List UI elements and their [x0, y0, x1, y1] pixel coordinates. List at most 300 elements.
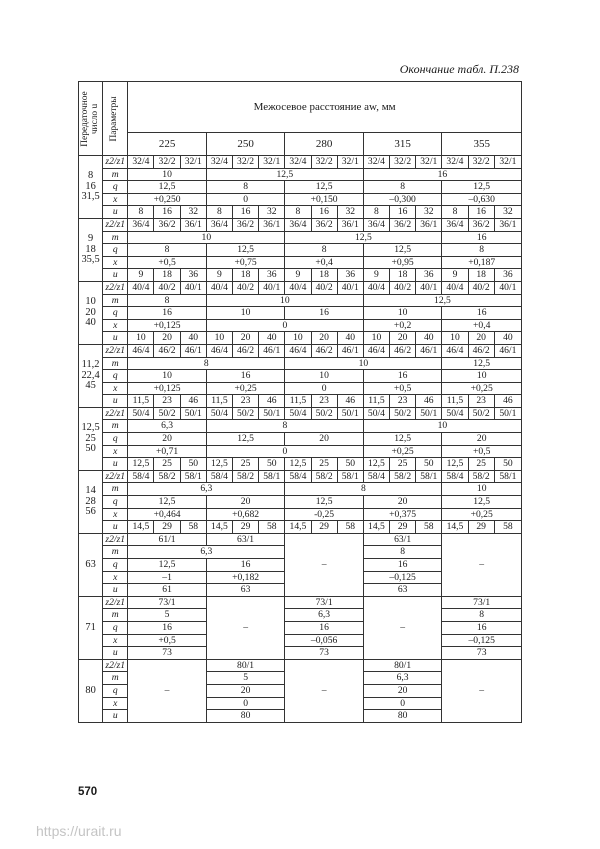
- table-cell: –1: [128, 571, 207, 584]
- parameter-cell: z2/z1: [103, 659, 128, 672]
- table-cell: +0,464: [128, 508, 207, 521]
- table-cell: 32/1: [259, 156, 285, 169]
- table-row: [79, 168, 522, 181]
- table-cell: 9: [442, 269, 468, 282]
- table-cell: 36/2: [390, 218, 416, 231]
- table-row: [79, 307, 522, 320]
- table-cell: 58/4: [206, 470, 232, 483]
- gear-ratio-cell: 14 28 56: [79, 470, 103, 533]
- table-cell: 9: [206, 269, 232, 282]
- table-row: [79, 281, 522, 294]
- table-cell: 46: [416, 395, 442, 408]
- table-cell: 20: [206, 684, 285, 697]
- table-cell: 8: [442, 206, 468, 219]
- table-cell: 12,5: [285, 231, 442, 244]
- table-cell: 8: [285, 244, 364, 257]
- parameter-cell: z2/z1: [103, 344, 128, 357]
- table-cell: 10: [128, 332, 154, 345]
- table-cell: 50/4: [363, 407, 389, 420]
- table-cell: 46/2: [154, 344, 180, 357]
- table-row: [79, 357, 522, 370]
- header-distance-cell: 315: [363, 133, 442, 156]
- table-cell: 16: [363, 168, 521, 181]
- table-cell: 36: [494, 269, 521, 282]
- table-cell: 11,5: [442, 395, 468, 408]
- table-cell: 10: [363, 332, 389, 345]
- table-cell: 10: [206, 294, 363, 307]
- table-row: [79, 596, 522, 609]
- table-cell: 25: [311, 458, 337, 471]
- parameter-cell: u: [103, 584, 128, 597]
- table-cell: 10: [206, 332, 232, 345]
- table-cell: +0,71: [128, 445, 207, 458]
- table-cell: 73/1: [285, 596, 364, 609]
- table-cell: +0,4: [442, 319, 522, 332]
- table-cell: –0,125: [363, 571, 442, 584]
- table-cell: 20: [233, 332, 259, 345]
- parameter-cell: u: [103, 647, 128, 660]
- table-cell: 8: [442, 244, 522, 257]
- table-cell: 32/2: [233, 156, 259, 169]
- table-cell: 58/4: [363, 470, 389, 483]
- table-cell: 12,5: [206, 433, 285, 446]
- table-cell: 20: [311, 332, 337, 345]
- table-cell: 8: [285, 483, 442, 496]
- table-cell: 11,5: [285, 395, 311, 408]
- table-cell: 12,5: [442, 181, 522, 194]
- table-cell: 8: [128, 294, 207, 307]
- table-cell: 46/4: [363, 344, 389, 357]
- table-cell: 18: [154, 269, 180, 282]
- table-row: [79, 433, 522, 446]
- table-cell: 40/2: [390, 281, 416, 294]
- table-cell: 14,5: [363, 521, 389, 534]
- table-cell: 40/1: [416, 281, 442, 294]
- table-row: [79, 382, 522, 395]
- table-cell: 40/1: [180, 281, 206, 294]
- header-gear-ratio-label: Передаточное число u: [79, 90, 100, 147]
- table-cell: 73: [285, 647, 364, 660]
- table-cell: 46: [259, 395, 285, 408]
- table-cell: 16: [363, 559, 442, 572]
- table-cell: +0,150: [285, 193, 364, 206]
- parameter-cell: m: [103, 609, 128, 622]
- table-cell: 11,5: [206, 395, 232, 408]
- table-cell: +0,682: [206, 508, 285, 521]
- table-cell: 20: [442, 433, 522, 446]
- header-distance-cell: 280: [285, 133, 364, 156]
- table-row: [79, 470, 522, 483]
- parameter-cell: z2/z1: [103, 156, 128, 169]
- table-cell: +0,182: [206, 571, 285, 584]
- parameter-cell: m: [103, 357, 128, 370]
- table-cell: 61/1: [128, 533, 207, 546]
- parameter-cell: z2/z1: [103, 407, 128, 420]
- table-cell: 8: [442, 609, 522, 622]
- table-cell: 32/2: [154, 156, 180, 169]
- table-cell: 16: [442, 231, 522, 244]
- table-row: [79, 496, 522, 509]
- table-cell: +0,25: [206, 382, 285, 395]
- table-cell: 36: [337, 269, 363, 282]
- parameter-cell: x: [103, 634, 128, 647]
- header-distance-cell: 355: [442, 133, 522, 156]
- table-row: [79, 344, 522, 357]
- table-cell: +0,95: [363, 256, 442, 269]
- table-cell: 58/1: [180, 470, 206, 483]
- table-cell: 73/1: [128, 596, 207, 609]
- table-row: [79, 218, 522, 231]
- table-cell: 58/4: [128, 470, 154, 483]
- parameter-cell: z2/z1: [103, 596, 128, 609]
- table-row: [79, 458, 522, 471]
- table-cell: 58/1: [337, 470, 363, 483]
- table-cell: 12,5: [442, 496, 522, 509]
- parameter-cell: m: [103, 546, 128, 559]
- parameter-cell: x: [103, 256, 128, 269]
- table-cell: 36/1: [416, 218, 442, 231]
- table-cell: 46/1: [180, 344, 206, 357]
- parameter-cell: m: [103, 420, 128, 433]
- table-row: [79, 420, 522, 433]
- table-cell: 12,5: [285, 496, 364, 509]
- table-cell: 50/1: [337, 407, 363, 420]
- table-cell: 8: [363, 546, 442, 559]
- table-cell: 58/1: [259, 470, 285, 483]
- table-cell: 50/4: [206, 407, 232, 420]
- table-cell: 9: [285, 269, 311, 282]
- parameter-cell: x: [103, 571, 128, 584]
- table-cell: –: [285, 533, 364, 596]
- table-cell: 12,5: [363, 433, 442, 446]
- table-cell: 50/4: [442, 407, 468, 420]
- table-cell: –: [363, 596, 442, 659]
- table-cell: 32/4: [128, 156, 154, 169]
- table-cell: 46: [494, 395, 521, 408]
- gear-ratio-cell: 9 18 35,5: [79, 218, 103, 281]
- table-cell: 50/1: [180, 407, 206, 420]
- table-row: [79, 332, 522, 345]
- table-cell: +0,2: [363, 319, 442, 332]
- parameter-cell: q: [103, 307, 128, 320]
- parameter-cell: x: [103, 508, 128, 521]
- table-row: [79, 609, 522, 622]
- table-cell: +0,125: [128, 319, 207, 332]
- table-row: [79, 370, 522, 383]
- table-cell: 16: [233, 206, 259, 219]
- table-cell: 40/4: [206, 281, 232, 294]
- table-cell: 12,5: [363, 294, 521, 307]
- table-cell: 40/4: [128, 281, 154, 294]
- table-cell: 40/4: [442, 281, 468, 294]
- table-cell: 32/1: [180, 156, 206, 169]
- table-cell: 5: [206, 672, 285, 685]
- table-cell: 61: [128, 584, 207, 597]
- table-cell: 40/2: [154, 281, 180, 294]
- table-cell: +0,125: [128, 382, 207, 395]
- parameter-cell: u: [103, 395, 128, 408]
- table-cell: 8: [128, 357, 285, 370]
- parameter-cell: z2/z1: [103, 218, 128, 231]
- watermark-url: https://urait.ru: [36, 823, 122, 839]
- gear-ratio-cell: 63: [79, 533, 103, 596]
- table-cell: 25: [390, 458, 416, 471]
- table-cell: 8: [128, 244, 207, 257]
- table-cell: 0: [206, 319, 363, 332]
- header-gear-ratio: [79, 82, 103, 156]
- table-cell: 58: [337, 521, 363, 534]
- table-cell: 16: [154, 206, 180, 219]
- parameter-cell: m: [103, 231, 128, 244]
- table-cell: –: [442, 533, 522, 596]
- table-cell: 29: [468, 521, 494, 534]
- table-cell: 23: [390, 395, 416, 408]
- table-cell: 10: [442, 483, 522, 496]
- table-cell: 63/1: [206, 533, 285, 546]
- table-cell: 80/1: [363, 659, 442, 672]
- table-row: [79, 634, 522, 647]
- parameter-cell: u: [103, 458, 128, 471]
- parameter-cell: x: [103, 382, 128, 395]
- table-cell: 25: [468, 458, 494, 471]
- gear-ratio-cell: 11,2 22,4 45: [79, 344, 103, 407]
- table-cell: 36: [416, 269, 442, 282]
- table-cell: 16: [468, 206, 494, 219]
- table-row: [79, 193, 522, 206]
- table-cell: 32/4: [442, 156, 468, 169]
- table-cell: 14,5: [128, 521, 154, 534]
- table-cell: 58/2: [311, 470, 337, 483]
- gear-ratio-cell: 8 16 31,5: [79, 156, 103, 219]
- table-cell: 16: [206, 559, 285, 572]
- header-distance-cell: 225: [128, 133, 207, 156]
- table-cell: +0,25: [442, 508, 522, 521]
- table-cell: 63: [363, 584, 442, 597]
- parameter-cell: q: [103, 559, 128, 572]
- table-cell: 46: [337, 395, 363, 408]
- table-cell: 36/2: [468, 218, 494, 231]
- table-cell: 63: [206, 584, 285, 597]
- table-cell: 32/4: [206, 156, 232, 169]
- table-cell: 12,5: [285, 181, 364, 194]
- table-cell: -0,25: [285, 508, 364, 521]
- table-cell: 29: [233, 521, 259, 534]
- table-cell: 58/4: [285, 470, 311, 483]
- table-row: [79, 231, 522, 244]
- table-cell: 20: [154, 332, 180, 345]
- table-cell: 32/4: [285, 156, 311, 169]
- table-cell: 10: [442, 332, 468, 345]
- gear-ratio-cell: 80: [79, 659, 103, 722]
- table-cell: 20: [206, 496, 285, 509]
- table-cell: 8: [206, 181, 285, 194]
- table-cell: 40/2: [233, 281, 259, 294]
- table-cell: 46/4: [442, 344, 468, 357]
- table-cell: 6,3: [363, 672, 442, 685]
- table-cell: 10: [285, 357, 442, 370]
- table-cell: –0,056: [285, 634, 364, 647]
- table-cell: 29: [390, 521, 416, 534]
- table-cell: 40/1: [259, 281, 285, 294]
- table-cell: 32/2: [390, 156, 416, 169]
- table-cell: 46/2: [390, 344, 416, 357]
- table-cell: 58: [180, 521, 206, 534]
- table-cell: 36/1: [494, 218, 521, 231]
- table-cell: 40/1: [337, 281, 363, 294]
- table-row: [79, 445, 522, 458]
- table-cell: 50/2: [468, 407, 494, 420]
- table-cell: 50/2: [311, 407, 337, 420]
- table-row: [79, 181, 522, 194]
- table-cell: 50: [416, 458, 442, 471]
- header-distance-cell: 250: [206, 133, 285, 156]
- table-cell: +0,5: [128, 634, 207, 647]
- table-cell: 58: [494, 521, 521, 534]
- table-row: [79, 533, 522, 546]
- table-cell: 40: [416, 332, 442, 345]
- table-cell: 36/2: [154, 218, 180, 231]
- table-cell: 10: [128, 168, 207, 181]
- table-cell: 16: [128, 621, 207, 634]
- table-cell: 20: [363, 496, 442, 509]
- parameter-cell: q: [103, 244, 128, 257]
- table-cell: 32/2: [311, 156, 337, 169]
- table-cell: 58/1: [494, 470, 521, 483]
- table-cell: 32: [259, 206, 285, 219]
- table-cell: 36/4: [442, 218, 468, 231]
- header-parameters: [103, 82, 128, 156]
- table-cell: 23: [154, 395, 180, 408]
- parameter-cell: z2/z1: [103, 470, 128, 483]
- table-cell: 73/1: [442, 596, 522, 609]
- table-cell: +0,187: [442, 256, 522, 269]
- table-cell: 16: [442, 621, 522, 634]
- table-cell: +0,5: [442, 445, 522, 458]
- table-cell: 23: [468, 395, 494, 408]
- table-cell: 12,5: [206, 244, 285, 257]
- table-cell: 0: [206, 445, 363, 458]
- table-cell: 12,5: [206, 168, 363, 181]
- parameter-cell: x: [103, 193, 128, 206]
- table-cell: 25: [233, 458, 259, 471]
- table-cell: 46/4: [285, 344, 311, 357]
- table-row: [79, 521, 522, 534]
- header-parameters-label: Параметры: [109, 95, 120, 142]
- table-cell: –0,630: [442, 193, 522, 206]
- table-row: [79, 244, 522, 257]
- table-cell: 12,5: [128, 559, 207, 572]
- table-cell: 58/2: [390, 470, 416, 483]
- table-cell: 10: [285, 370, 364, 383]
- table-cell: 20: [363, 684, 442, 697]
- table-cell: 46/1: [416, 344, 442, 357]
- parameter-cell: q: [103, 433, 128, 446]
- table-cell: 46/2: [468, 344, 494, 357]
- table-cell: 36/4: [128, 218, 154, 231]
- parameter-cell: m: [103, 294, 128, 307]
- table-cell: 32/1: [337, 156, 363, 169]
- parameter-cell: x: [103, 319, 128, 332]
- table-cell: 16: [285, 621, 364, 634]
- table-cell: 50: [337, 458, 363, 471]
- table-cell: 10: [128, 231, 285, 244]
- table-cell: 18: [233, 269, 259, 282]
- table-cell: 12,5: [442, 357, 522, 370]
- table-row: [79, 395, 522, 408]
- page-number: 570: [78, 786, 98, 798]
- gear-ratio-cell: 10 20 40: [79, 281, 103, 344]
- table-cell: 40: [494, 332, 521, 345]
- table-row: [79, 659, 522, 672]
- table-cell: 10: [128, 370, 207, 383]
- table-cell: 16: [285, 307, 364, 320]
- table-cell: 46/4: [206, 344, 232, 357]
- table-cell: 14,5: [285, 521, 311, 534]
- table-cell: 10: [285, 332, 311, 345]
- table-cell: 18: [311, 269, 337, 282]
- table-cell: 20: [468, 332, 494, 345]
- table-caption: Окончание табл. П.238: [399, 62, 519, 76]
- table-cell: –0,125: [442, 634, 522, 647]
- table-cell: 50/4: [128, 407, 154, 420]
- table-cell: 50/2: [390, 407, 416, 420]
- table-cell: 16: [363, 370, 442, 383]
- table-cell: 58/4: [442, 470, 468, 483]
- table-cell: 10: [363, 307, 442, 320]
- table-cell: 29: [154, 521, 180, 534]
- parameter-cell: z2/z1: [103, 533, 128, 546]
- table-cell: 36/1: [180, 218, 206, 231]
- parameter-cell: q: [103, 496, 128, 509]
- table-cell: 8: [206, 420, 363, 433]
- table-cell: 63/1: [363, 533, 442, 546]
- table-cell: 58: [259, 521, 285, 534]
- table-cell: 80/1: [206, 659, 285, 672]
- table-row: [79, 407, 522, 420]
- table-cell: 40/2: [468, 281, 494, 294]
- table-cell: 40: [259, 332, 285, 345]
- table-body: [79, 156, 522, 723]
- table-cell: 50/2: [233, 407, 259, 420]
- parameter-cell: m: [103, 168, 128, 181]
- table-cell: +0,5: [128, 256, 207, 269]
- table-cell: 40/4: [363, 281, 389, 294]
- parameter-cell: u: [103, 710, 128, 723]
- table-cell: 6,3: [128, 546, 285, 559]
- table-cell: 12,5: [128, 458, 154, 471]
- table-cell: 46/1: [494, 344, 521, 357]
- table-row: [79, 269, 522, 282]
- parameter-cell: x: [103, 697, 128, 710]
- table-cell: 14,5: [206, 521, 232, 534]
- table-cell: 12,5: [442, 458, 468, 471]
- gear-ratio-cell: 71: [79, 596, 103, 659]
- table-cell: 23: [233, 395, 259, 408]
- table-cell: 10: [206, 307, 285, 320]
- table-cell: 18: [468, 269, 494, 282]
- table-cell: 50: [259, 458, 285, 471]
- table-cell: 18: [390, 269, 416, 282]
- table-cell: 14,5: [442, 521, 468, 534]
- gear-ratio-cell: 12,5 25 50: [79, 407, 103, 470]
- table-cell: 46/2: [233, 344, 259, 357]
- table-cell: 32/2: [468, 156, 494, 169]
- table-cell: 80: [206, 710, 285, 723]
- table-cell: 50/4: [285, 407, 311, 420]
- table-cell: 58/2: [154, 470, 180, 483]
- table-cell: 20: [128, 433, 207, 446]
- parameter-cell: u: [103, 521, 128, 534]
